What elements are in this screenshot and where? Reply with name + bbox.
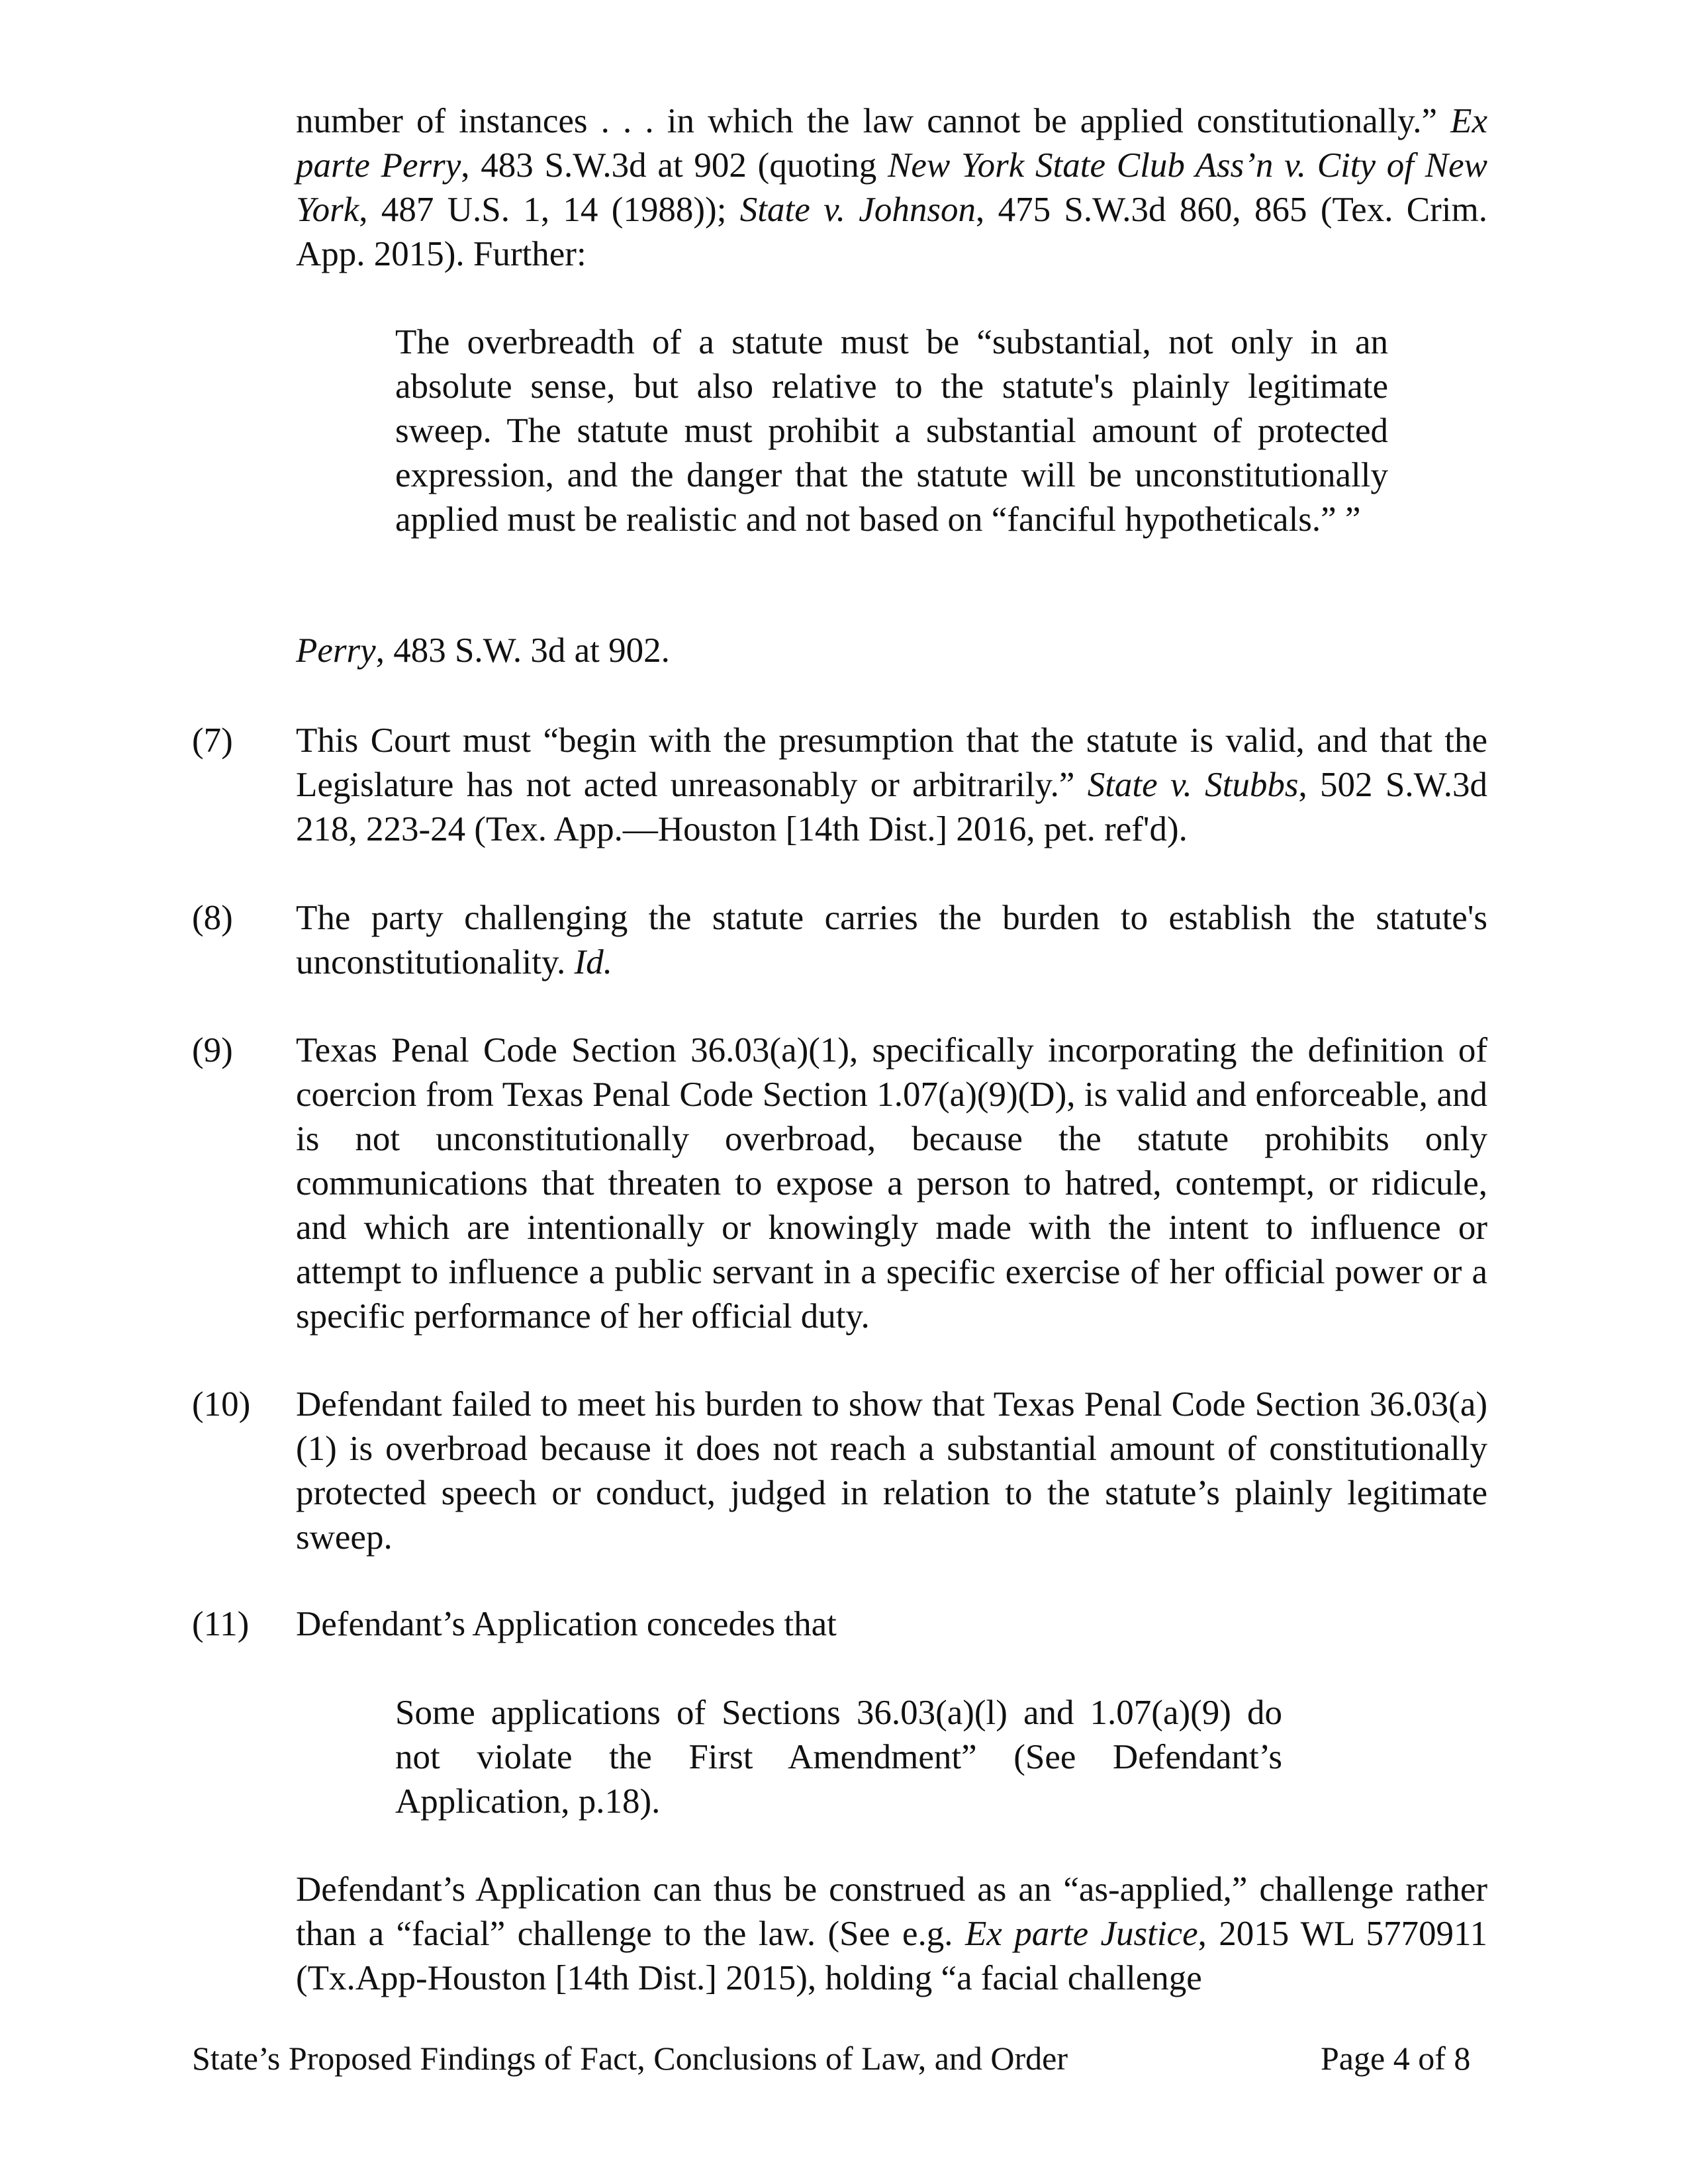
item-paragraph-11: Defendant’s Application concedes that bbox=[296, 1605, 837, 1643]
case-citation: New York State Club Ass’n v. City of New York bbox=[296, 146, 1487, 229]
item-text: This Court must “begin with the presumption that the statute is valid, and that the Legislature has not acted unreasonably or arbitrarily.” bbox=[296, 721, 1487, 804]
item-paragraph-7 bbox=[296, 719, 1487, 852]
item-number-9: (9) bbox=[192, 1031, 233, 1069]
case-citation: Ex parte Justice bbox=[964, 1915, 1198, 1953]
final-paragraph bbox=[296, 1868, 1487, 2001]
intro-text-3: , 487 U.S. 1, 14 (1988)); bbox=[359, 191, 740, 229]
item-paragraph-9: Texas Penal Code Section 36.03(a)(1), specifically incorporating the definition of coercion from Texas Penal Code Section 1.07(a)(9)(D), is valid and enforceable, and is not unconstitutionally overbroad, because the statute prohibits only communications that threaten to expose a person to hatred, contempt, or ridicule, and which are intentionally or knowingly made with the intent to influence or attempt to influence a public servant in a specific exercise of her official power or a specific performance of her official duty. bbox=[296, 1031, 1487, 1336]
final-text-2: , 2015 WL 5770911 (Tx.App-Houston [14th Dist.] 2015), holding “a facial challenge bbox=[296, 1915, 1488, 1997]
item-paragraph-8 bbox=[296, 896, 1487, 985]
item-number-11: (11) bbox=[192, 1605, 250, 1643]
case-citation: State v. Stubbs bbox=[1087, 766, 1299, 804]
intro-text-1: number of instances . . . in which the law cannot be applied constitutionally.” bbox=[296, 102, 1437, 140]
item-number-8: (8) bbox=[192, 899, 233, 937]
intro-paragraph bbox=[296, 99, 1487, 277]
citation-text: , 483 S.W. 3d at 902. bbox=[375, 631, 670, 670]
footer-page-number: Page 4 of 8 bbox=[1321, 2040, 1471, 2077]
case-citation: Id. bbox=[574, 943, 612, 981]
block-quote-concession: Some applications of Sections 36.03(a)(l) and 1.07(a)(9) do not violate the First Amendment” (See Defendant’s Application, p.18). bbox=[395, 1694, 1282, 1821]
perry-citation bbox=[296, 629, 1487, 673]
footer-title: State’s Proposed Findings of Fact, Conclusions of Law, and Order bbox=[192, 2040, 1068, 2077]
case-citation: State v. Johnson bbox=[739, 191, 976, 229]
case-citation: Ex parte Perry bbox=[296, 102, 1488, 185]
item-paragraph-10: Defendant failed to meet his burden to show that Texas Penal Code Section 36.03(a)(1) is overbroad because it does not reach a substantial amount of constitutionally protected speech or conduct, judged in relation to the statute’s plainly legitimate sweep. bbox=[296, 1385, 1487, 1557]
item-text: The party challenging the statute carries the burden to establish the statute's unconstitutionality. bbox=[296, 899, 1487, 981]
block-quote-overbreadth: The overbreadth of a statute must be “substantial, not only in an absolute sense, but also relative to the statute's plainly legitimate sweep. The statute must prohibit a substantial amount of protected expression, and the danger that the statute will be unconstitutionally applied must be realistic and not based on “fanciful hypotheticals.” ” bbox=[395, 323, 1388, 539]
item-number-10: (10) bbox=[192, 1385, 251, 1424]
intro-text-2: , 483 S.W.3d at 902 (quoting bbox=[461, 146, 888, 185]
item-text: , 502 S.W.3d 218, 223-24 (Tex. App.—Houston [14th Dist.] 2016, pet. ref'd). bbox=[296, 766, 1487, 848]
final-text-1: Defendant’s Application can thus be construed as an “as-applied,” challenge rather than a “facial” challenge to the law. (See e.g. bbox=[296, 1870, 1487, 1953]
case-citation: Perry bbox=[296, 631, 376, 670]
intro-text-4: , 475 S.W.3d 860, 865 (Tex. Crim. App. 2015). Further: bbox=[296, 191, 1487, 273]
item-number-7: (7) bbox=[192, 721, 233, 760]
